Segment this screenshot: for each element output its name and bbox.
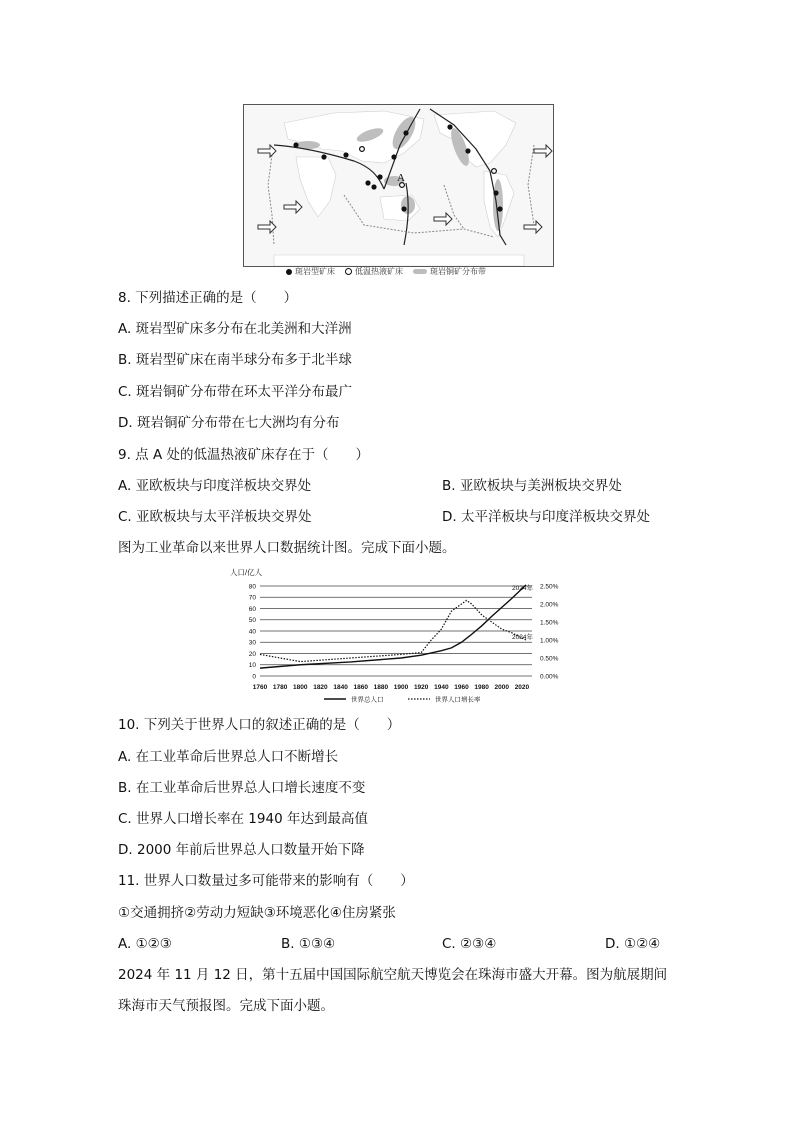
ridge [528, 145, 534, 225]
annotation-2024-rate: 2024年 [512, 634, 533, 641]
q8-option-d: D. 斑岩铜矿分布带在七大洲均有分布 [118, 415, 340, 431]
x-tick-label: 1860 [353, 684, 368, 691]
porphyry-deposit [321, 154, 326, 159]
q8-option-b: B. 斑岩型矿床在南半球分布多于北半球 [118, 352, 352, 368]
legend-label-population: 世界总人口 [351, 696, 384, 704]
x-tick-label: 1920 [413, 684, 429, 691]
copper-belt-icon [413, 269, 427, 274]
q9-stem: 9. 点 A 处的低温热液矿床存在于（ ） [118, 447, 369, 463]
q10-option-a: A. 在工业革命后世界总人口不断增长 [118, 749, 339, 765]
q11-stem: 11. 世界人口数量过多可能带来的影响有（ ） [118, 873, 414, 889]
plate-arrow [534, 145, 552, 157]
population-chart [228, 566, 578, 708]
plate-map [244, 105, 553, 266]
x-tick-label: 1800 [293, 684, 308, 691]
y-axis-label: 人口/亿人 [230, 568, 263, 577]
q8-option-a: A. 斑岩型矿床多分布在北美洲和大洋洲 [118, 321, 352, 337]
closing-line-2: 珠海市天气预报图。完成下面小题。 [118, 998, 334, 1014]
annotation-2024-population: 2024年 [512, 585, 533, 592]
q11-statements: ①交通拥挤②劳动力短缺③环境恶化④住房紧张 [118, 905, 396, 921]
porphyry-deposit [403, 130, 408, 135]
x-tick-label: 2000 [494, 684, 510, 691]
q9-option-b: B. 亚欧板块与美洲板块交界处 [442, 478, 622, 494]
closing-line-1: 2024 年 11 月 12 日，第十五届中国国际航空航天博览会在珠海市盛大开幕。图为航展期间 [118, 967, 668, 983]
y-right-tick-label: 0.00% [540, 673, 559, 681]
y-right-tick-label: 2.50% [540, 583, 559, 591]
porphyry-deposit [401, 206, 406, 211]
y-left-tick-label: 50 [248, 617, 256, 625]
epithermal-deposit [492, 169, 497, 174]
continent-antarctica [274, 255, 524, 266]
x-tick-label: 1780 [272, 684, 288, 691]
porphyry-deposit [497, 206, 502, 211]
map-label-a: A [397, 172, 405, 184]
legend-epithermal: 低温热液矿床 [345, 266, 403, 277]
porphyry-deposit [391, 154, 396, 159]
y-left-tick-label: 40 [248, 628, 256, 636]
q8-option-c: C. 斑岩铜矿分布带在环太平洋分布最广 [118, 384, 353, 400]
epithermal-deposit [360, 147, 365, 152]
porphyry-deposit [465, 148, 470, 153]
y-left-tick-label: 20 [248, 650, 256, 658]
map-legend [286, 266, 486, 277]
q9-option-d: D. 太平洋板块与印度洋板块交界处 [442, 509, 650, 525]
x-tick-label: 1940 [434, 684, 449, 691]
x-tick-label: 1900 [393, 684, 409, 691]
x-tick-label: 1960 [454, 684, 469, 691]
q9-option-a: A. 亚欧板块与印度洋板块交界处 [118, 478, 312, 494]
y-left-tick-label: 30 [248, 639, 256, 647]
porphyry-deposit [377, 174, 382, 179]
x-tick-label: 2020 [514, 684, 530, 691]
porphyry-deposit [293, 142, 298, 147]
plate-arrow [258, 221, 276, 233]
copper-belt [493, 179, 503, 231]
q11-option-a: A. ①②③ [118, 936, 172, 952]
q10-option-b: B. 在工业革命后世界总人口增长速度不变 [118, 780, 366, 796]
plate-arrow [524, 221, 542, 233]
x-tick-label: 1980 [474, 684, 489, 691]
legend-porphyry: 斑岩型矿床 [286, 266, 335, 277]
x-tick-label: 1840 [333, 684, 348, 691]
q10-option-c: C. 世界人口增长率在 1940 年达到最高值 [118, 811, 368, 827]
x-tick-label: 1760 [252, 684, 268, 691]
legend-label-growth-rate: 世界人口增长率 [435, 696, 481, 704]
porphyry-deposit [365, 180, 370, 185]
y-left-tick-label: 0 [252, 673, 256, 681]
epithermal-deposit-icon [345, 268, 352, 275]
q11-option-b: B. ①③④ [281, 936, 336, 952]
y-right-tick-label: 1.50% [540, 619, 559, 627]
q11-option-d: D. ①②④ [605, 936, 661, 952]
continent-africa [296, 157, 336, 217]
y-left-tick-label: 70 [248, 594, 256, 602]
plate-arrow [284, 201, 302, 213]
y-right-tick-label: 0.50% [540, 655, 559, 663]
legend-copper-belt: 斑岩铜矿分布带 [413, 266, 486, 277]
q10-stem: 10. 下列关于世界人口的叙述正确的是（ ） [118, 717, 401, 733]
y-right-tick-label: 1.00% [540, 637, 559, 645]
x-tick-label: 1820 [313, 684, 328, 691]
plate-arrow [434, 213, 452, 225]
q10-option-d: D. 2000 年前后世界总人口数量开始下降 [118, 842, 365, 858]
y-left-tick-label: 10 [248, 662, 256, 670]
y-left-tick-label: 60 [248, 605, 256, 613]
q11-option-c: C. ②③④ [442, 936, 497, 952]
porphyry-deposit [447, 124, 452, 129]
plate-arrow [258, 145, 276, 157]
y-right-tick-label: 2.00% [540, 601, 559, 609]
plate-map-figure [243, 104, 554, 267]
population-intro: 图为工业革命以来世界人口数据统计图。完成下面小题。 [118, 540, 456, 556]
q8-stem: 8. 下列描述正确的是（ ） [118, 290, 298, 306]
q9-option-c: C. 亚欧板块与太平洋板块交界处 [118, 509, 312, 525]
ridge [344, 195, 494, 237]
porphyry-deposit-icon [286, 269, 292, 275]
x-tick-label: 1880 [373, 684, 389, 691]
porphyry-deposit [493, 190, 498, 195]
porphyry-deposit [371, 184, 376, 189]
porphyry-deposit [343, 152, 348, 157]
y-left-tick-label: 80 [248, 583, 256, 591]
